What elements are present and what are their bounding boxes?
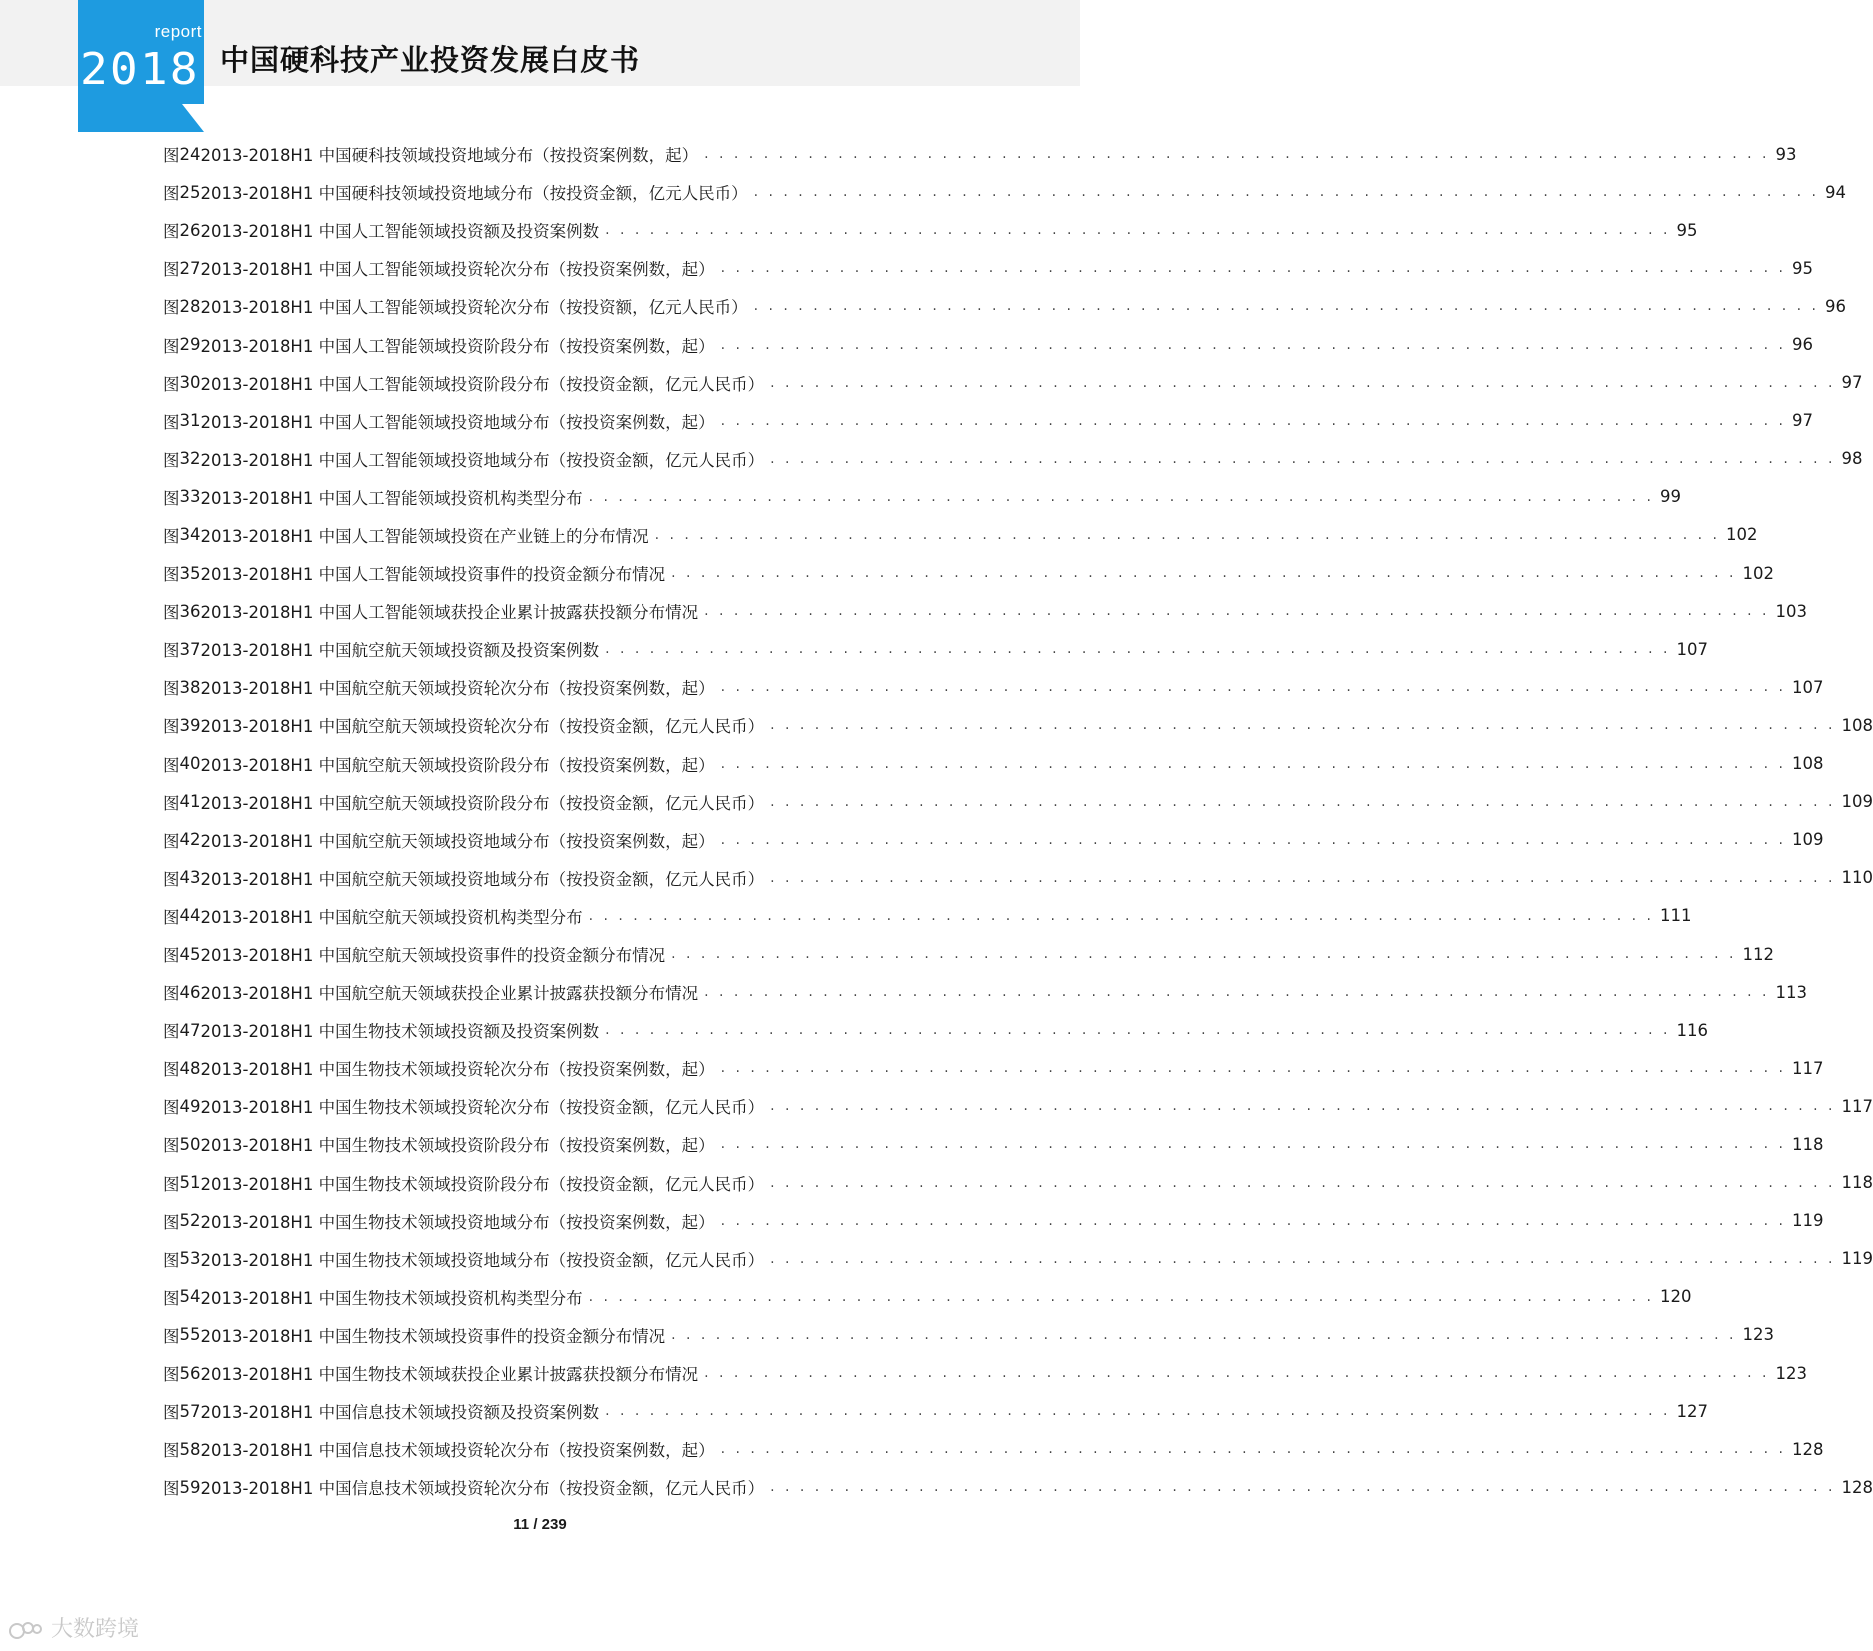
figure-title: 2013-2018H1 中国生物技术领域投资事件的投资金额分布情况 bbox=[200, 1326, 666, 1346]
figure-label: 图 bbox=[163, 1441, 180, 1461]
figure-label: 图 bbox=[163, 222, 180, 242]
page-reference: 111 bbox=[1659, 906, 1692, 926]
toc-entry[interactable] bbox=[163, 135, 1797, 173]
page-reference: 110 bbox=[1841, 868, 1873, 888]
dot-leader bbox=[770, 375, 1835, 391]
toc-entry[interactable] bbox=[163, 821, 1824, 859]
figure-number: 55 bbox=[179, 1325, 201, 1345]
toc-entry[interactable] bbox=[163, 1354, 1807, 1392]
figure-title: 2013-2018H1 中国生物技术领域获投企业累计披露获投额分布情况 bbox=[200, 1365, 699, 1385]
watermark-logo-icon bbox=[8, 1619, 44, 1641]
toc-entry[interactable] bbox=[163, 173, 1846, 211]
logo-page-fold bbox=[182, 104, 204, 132]
toc-entry[interactable] bbox=[163, 1278, 1692, 1316]
dot-leader bbox=[754, 298, 1819, 314]
figure-number: 59 bbox=[179, 1477, 201, 1497]
page-reference: 108 bbox=[1791, 754, 1824, 774]
toc-entry[interactable] bbox=[163, 325, 1813, 363]
figure-label: 图 bbox=[163, 565, 180, 585]
figure-label: 图 bbox=[163, 946, 180, 966]
figure-number: 39 bbox=[179, 715, 201, 735]
figure-title: 2013-2018H1 中国生物技术领域投资轮次分布（按投资金额，亿元人民币） bbox=[200, 1098, 765, 1118]
figure-label: 图 bbox=[163, 1479, 180, 1499]
dot-leader bbox=[671, 946, 1736, 962]
figure-number: 35 bbox=[179, 563, 201, 583]
dot-leader bbox=[770, 1175, 1835, 1191]
page-reference: 93 bbox=[1775, 144, 1797, 164]
figure-number: 48 bbox=[179, 1058, 201, 1078]
page-reference: 123 bbox=[1742, 1325, 1774, 1345]
dot-leader bbox=[721, 260, 1786, 276]
toc-entry[interactable] bbox=[163, 592, 1807, 630]
page-reference: 95 bbox=[1791, 258, 1813, 278]
figure-label: 图 bbox=[163, 755, 180, 775]
dot-leader bbox=[770, 451, 1835, 467]
figure-title: 2013-2018H1 中国生物技术领域投资地域分布（按投资案例数，起） bbox=[200, 1212, 715, 1232]
dot-leader bbox=[589, 1289, 1654, 1305]
figure-number: 25 bbox=[179, 182, 201, 202]
dot-leader bbox=[589, 489, 1654, 505]
page-reference: 109 bbox=[1791, 830, 1824, 850]
figure-label: 图 bbox=[163, 1060, 180, 1080]
figure-title: 2013-2018H1 中国人工智能领域投资轮次分布（按投资额，亿元人民币） bbox=[200, 298, 748, 318]
figure-number: 33 bbox=[179, 487, 201, 507]
page-reference: 119 bbox=[1841, 1249, 1873, 1269]
dot-leader bbox=[770, 1479, 1835, 1495]
figure-label: 图 bbox=[163, 260, 180, 280]
figure-title: 2013-2018H1 中国人工智能领域投资地域分布（按投资金额，亿元人民币） bbox=[200, 450, 765, 470]
figure-label: 图 bbox=[163, 1212, 180, 1232]
figure-title: 2013-2018H1 中国生物技术领域投资阶段分布（按投资案例数，起） bbox=[200, 1136, 715, 1156]
toc-entry[interactable] bbox=[163, 935, 1774, 973]
figure-title: 2013-2018H1 中国人工智能领域投资地域分布（按投资案例数，起） bbox=[200, 412, 715, 432]
figure-label: 图 bbox=[163, 1174, 180, 1194]
figure-title: 2013-2018H1 中国人工智能领域投资阶段分布（按投资案例数，起） bbox=[200, 336, 715, 356]
toc-entry[interactable] bbox=[163, 783, 1873, 821]
dot-leader bbox=[754, 184, 1819, 200]
figure-number: 43 bbox=[179, 868, 201, 888]
figure-label: 图 bbox=[163, 1098, 180, 1118]
toc-entry[interactable] bbox=[163, 897, 1692, 935]
toc-entry[interactable] bbox=[163, 211, 1698, 249]
dot-leader bbox=[704, 603, 1769, 619]
dot-leader bbox=[721, 413, 1786, 429]
figure-title: 2013-2018H1 中国航空航天领域投资轮次分布（按投资金额，亿元人民币） bbox=[200, 717, 765, 737]
figure-label: 图 bbox=[163, 907, 180, 927]
figure-number: 42 bbox=[179, 830, 201, 850]
figure-number: 24 bbox=[179, 144, 201, 164]
toc-entry[interactable] bbox=[163, 1240, 1873, 1278]
toc-entry[interactable] bbox=[163, 1011, 1708, 1049]
figure-number: 34 bbox=[179, 525, 201, 545]
figure-title: 2013-2018H1 中国航空航天领域投资轮次分布（按投资案例数，起） bbox=[200, 679, 715, 699]
figure-title: 2013-2018H1 中国生物技术领域投资阶段分布（按投资金额，亿元人民币） bbox=[200, 1174, 765, 1194]
dot-leader bbox=[605, 641, 1670, 657]
page-reference: 97 bbox=[1791, 411, 1813, 431]
figure-label: 图 bbox=[163, 1403, 180, 1423]
toc-entry[interactable] bbox=[163, 1430, 1824, 1468]
dot-leader bbox=[704, 146, 1769, 162]
figure-label: 图 bbox=[163, 336, 180, 356]
figure-number: 37 bbox=[179, 639, 201, 659]
figure-label: 图 bbox=[163, 412, 180, 432]
dot-leader bbox=[721, 756, 1786, 772]
page-reference: 103 bbox=[1775, 601, 1807, 621]
figure-number: 46 bbox=[179, 982, 201, 1002]
figure-title: 2013-2018H1 中国人工智能领域投资机构类型分布 bbox=[200, 488, 583, 508]
dot-leader bbox=[721, 1213, 1786, 1229]
toc-entry[interactable] bbox=[163, 1392, 1708, 1430]
page-reference: 107 bbox=[1676, 639, 1708, 659]
figure-number: 28 bbox=[179, 296, 201, 316]
toc-entry[interactable] bbox=[163, 516, 1758, 554]
figure-label: 图 bbox=[163, 1136, 180, 1156]
toc-entry[interactable] bbox=[163, 287, 1846, 325]
toc-entry[interactable] bbox=[163, 478, 1681, 516]
figure-label: 图 bbox=[163, 1288, 180, 1308]
figure-label: 图 bbox=[163, 831, 180, 851]
figure-number: 56 bbox=[179, 1363, 201, 1383]
toc-entry[interactable] bbox=[163, 1316, 1774, 1354]
toc-entry[interactable] bbox=[163, 1202, 1824, 1240]
figure-number: 45 bbox=[179, 944, 201, 964]
dot-leader bbox=[721, 337, 1786, 353]
dot-leader bbox=[770, 1098, 1835, 1114]
toc-entry[interactable] bbox=[163, 973, 1807, 1011]
figure-number: 52 bbox=[179, 1211, 201, 1231]
dot-leader bbox=[721, 1441, 1786, 1457]
page-reference: 96 bbox=[1791, 335, 1813, 355]
figure-title: 2013-2018H1 中国人工智能领域投资额及投资案例数 bbox=[200, 222, 600, 242]
figure-number: 27 bbox=[179, 258, 201, 278]
toc-entry[interactable] bbox=[163, 402, 1813, 440]
page-reference: 108 bbox=[1841, 715, 1873, 735]
dot-leader bbox=[589, 908, 1654, 924]
figure-label: 图 bbox=[163, 984, 180, 1004]
logo-year-text: 2018 bbox=[80, 44, 200, 95]
figure-label: 图 bbox=[163, 717, 180, 737]
toc-entry[interactable] bbox=[163, 1125, 1824, 1163]
figure-number: 47 bbox=[179, 1020, 201, 1040]
page-reference: 127 bbox=[1676, 1401, 1708, 1421]
dot-leader bbox=[770, 1251, 1835, 1267]
page-reference: 128 bbox=[1791, 1439, 1824, 1459]
figure-label: 图 bbox=[163, 488, 180, 508]
figure-number: 30 bbox=[179, 373, 201, 393]
figure-number: 58 bbox=[179, 1439, 201, 1459]
figure-label: 图 bbox=[163, 1326, 180, 1346]
toc-entry[interactable] bbox=[163, 440, 1863, 478]
page-reference: 117 bbox=[1841, 1096, 1873, 1116]
figure-number: 29 bbox=[179, 335, 201, 355]
figure-title: 2013-2018H1 中国航空航天领域投资额及投资案例数 bbox=[200, 641, 600, 661]
page-reference: 119 bbox=[1791, 1211, 1824, 1231]
figure-label: 图 bbox=[163, 146, 180, 166]
figure-number: 36 bbox=[179, 601, 201, 621]
figure-label: 图 bbox=[163, 1250, 180, 1270]
dot-leader bbox=[721, 679, 1786, 695]
dot-leader bbox=[721, 832, 1786, 848]
figure-number: 40 bbox=[179, 754, 201, 774]
page-reference: 109 bbox=[1841, 792, 1873, 812]
watermark-text: 大数跨境 bbox=[51, 1617, 140, 1642]
figure-title: 2013-2018H1 中国人工智能领域投资阶段分布（按投资金额，亿元人民币） bbox=[200, 374, 765, 394]
figure-label: 图 bbox=[163, 374, 180, 394]
page-reference: 112 bbox=[1742, 944, 1774, 964]
page-reference: 98 bbox=[1841, 449, 1863, 469]
figure-label: 图 bbox=[163, 526, 180, 546]
figure-number: 57 bbox=[179, 1401, 201, 1421]
toc-entry[interactable] bbox=[163, 1049, 1824, 1087]
figure-title: 2013-2018H1 中国生物技术领域投资地域分布（按投资金额，亿元人民币） bbox=[200, 1250, 765, 1270]
toc-entry[interactable] bbox=[163, 1164, 1873, 1202]
page-number-indicator: 11 / 239 bbox=[513, 1516, 567, 1533]
figure-title: 2013-2018H1 中国航空航天领域投资地域分布（按投资案例数，起） bbox=[200, 831, 715, 851]
figure-title: 2013-2018H1 中国航空航天领域投资地域分布（按投资金额，亿元人民币） bbox=[200, 869, 765, 889]
figure-title: 2013-2018H1 中国航空航天领域获投企业累计披露获投额分布情况 bbox=[200, 984, 699, 1004]
figure-table-of-contents bbox=[163, 135, 1873, 1506]
figure-number: 50 bbox=[179, 1134, 201, 1154]
figure-label: 图 bbox=[163, 298, 180, 318]
figure-title: 2013-2018H1 中国信息技术领域投资轮次分布（按投资金额，亿元人民币） bbox=[200, 1479, 765, 1499]
figure-title: 2013-2018H1 中国人工智能领域投资在产业链上的分布情况 bbox=[200, 526, 649, 546]
dot-leader bbox=[770, 717, 1835, 733]
figure-number: 49 bbox=[179, 1096, 201, 1116]
figure-number: 26 bbox=[179, 220, 201, 240]
page-reference: 97 bbox=[1841, 373, 1863, 393]
figure-title: 2013-2018H1 中国人工智能领域投资事件的投资金额分布情况 bbox=[200, 565, 666, 585]
figure-title: 2013-2018H1 中国生物技术领域投资机构类型分布 bbox=[200, 1288, 583, 1308]
figure-label: 图 bbox=[163, 793, 180, 813]
page-reference: 102 bbox=[1742, 563, 1774, 583]
toc-entry[interactable] bbox=[163, 706, 1873, 744]
figure-label: 图 bbox=[163, 184, 180, 204]
figure-title: 2013-2018H1 中国硬科技领域投资地域分布（按投资金额，亿元人民币） bbox=[200, 184, 748, 204]
figure-number: 41 bbox=[179, 792, 201, 812]
figure-title: 2013-2018H1 中国人工智能领域获投企业累计披露获投额分布情况 bbox=[200, 603, 699, 623]
logo-report-text: report bbox=[154, 22, 202, 41]
figure-number: 38 bbox=[179, 677, 201, 697]
page-reference: 96 bbox=[1824, 296, 1846, 316]
page-reference: 99 bbox=[1659, 487, 1681, 507]
figure-number: 31 bbox=[179, 411, 201, 431]
page-reference: 118 bbox=[1841, 1173, 1873, 1193]
toc-entry[interactable] bbox=[163, 668, 1824, 706]
page-reference: 117 bbox=[1791, 1058, 1824, 1078]
page-reference: 118 bbox=[1791, 1134, 1824, 1154]
dot-leader bbox=[721, 1136, 1786, 1152]
toc-entry[interactable] bbox=[163, 364, 1863, 402]
dot-leader bbox=[721, 1060, 1786, 1076]
figure-title: 2013-2018H1 中国航空航天领域投资事件的投资金额分布情况 bbox=[200, 946, 666, 966]
toc-entry[interactable] bbox=[163, 554, 1774, 592]
figure-label: 图 bbox=[163, 1365, 180, 1385]
figure-label: 图 bbox=[163, 1022, 180, 1042]
dot-leader bbox=[704, 1365, 1769, 1381]
page-reference: 116 bbox=[1676, 1020, 1708, 1040]
figure-number: 44 bbox=[179, 906, 201, 926]
toc-entry[interactable] bbox=[163, 1087, 1873, 1125]
figure-title: 2013-2018H1 中国信息技术领域投资轮次分布（按投资案例数，起） bbox=[200, 1441, 715, 1461]
toc-entry[interactable] bbox=[163, 630, 1708, 668]
figure-title: 2013-2018H1 中国硬科技领域投资地域分布（按投资案例数，起） bbox=[200, 146, 699, 166]
figure-number: 51 bbox=[179, 1173, 201, 1193]
toc-entry[interactable] bbox=[163, 249, 1813, 287]
figure-label: 图 bbox=[163, 450, 180, 470]
toc-entry[interactable] bbox=[163, 1468, 1873, 1506]
figure-label: 图 bbox=[163, 679, 180, 699]
page-reference: 107 bbox=[1791, 677, 1824, 697]
dot-leader bbox=[671, 565, 1736, 581]
page-reference: 113 bbox=[1775, 982, 1807, 1002]
dot-leader bbox=[605, 1403, 1670, 1419]
figure-title: 2013-2018H1 中国航空航天领域投资阶段分布（按投资金额，亿元人民币） bbox=[200, 793, 765, 813]
page-reference: 94 bbox=[1824, 182, 1846, 202]
figure-number: 53 bbox=[179, 1249, 201, 1269]
dot-leader bbox=[605, 222, 1670, 238]
page-reference: 102 bbox=[1725, 525, 1758, 545]
dot-leader bbox=[671, 1327, 1736, 1343]
page-reference: 123 bbox=[1775, 1363, 1807, 1383]
figure-title: 2013-2018H1 中国人工智能领域投资轮次分布（按投资案例数，起） bbox=[200, 260, 715, 280]
figure-title: 2013-2018H1 中国航空航天领域投资阶段分布（按投资案例数，起） bbox=[200, 755, 715, 775]
watermark bbox=[8, 1612, 139, 1643]
page-reference: 128 bbox=[1841, 1477, 1873, 1497]
figure-number: 32 bbox=[179, 449, 201, 469]
figure-title: 2013-2018H1 中国航空航天领域投资机构类型分布 bbox=[200, 907, 583, 927]
dot-leader bbox=[605, 1022, 1670, 1038]
dot-leader bbox=[655, 527, 1720, 543]
figure-label: 图 bbox=[163, 603, 180, 623]
page-reference: 120 bbox=[1659, 1287, 1692, 1307]
figure-title: 2013-2018H1 中国信息技术领域投资额及投资案例数 bbox=[200, 1403, 600, 1423]
page-reference: 95 bbox=[1676, 220, 1698, 240]
figure-label: 图 bbox=[163, 869, 180, 889]
dot-leader bbox=[770, 870, 1835, 886]
toc-entry[interactable] bbox=[163, 859, 1873, 897]
figure-title: 2013-2018H1 中国生物技术领域投资轮次分布（按投资案例数，起） bbox=[200, 1060, 715, 1080]
dot-leader bbox=[704, 984, 1769, 1000]
figure-number: 54 bbox=[179, 1287, 201, 1307]
toc-entry[interactable] bbox=[163, 745, 1824, 783]
figure-label: 图 bbox=[163, 641, 180, 661]
dot-leader bbox=[770, 794, 1835, 810]
document-title: 中国硬科技产业投资发展白皮书 bbox=[220, 43, 641, 77]
figure-title: 2013-2018H1 中国生物技术领域投资额及投资案例数 bbox=[200, 1022, 600, 1042]
